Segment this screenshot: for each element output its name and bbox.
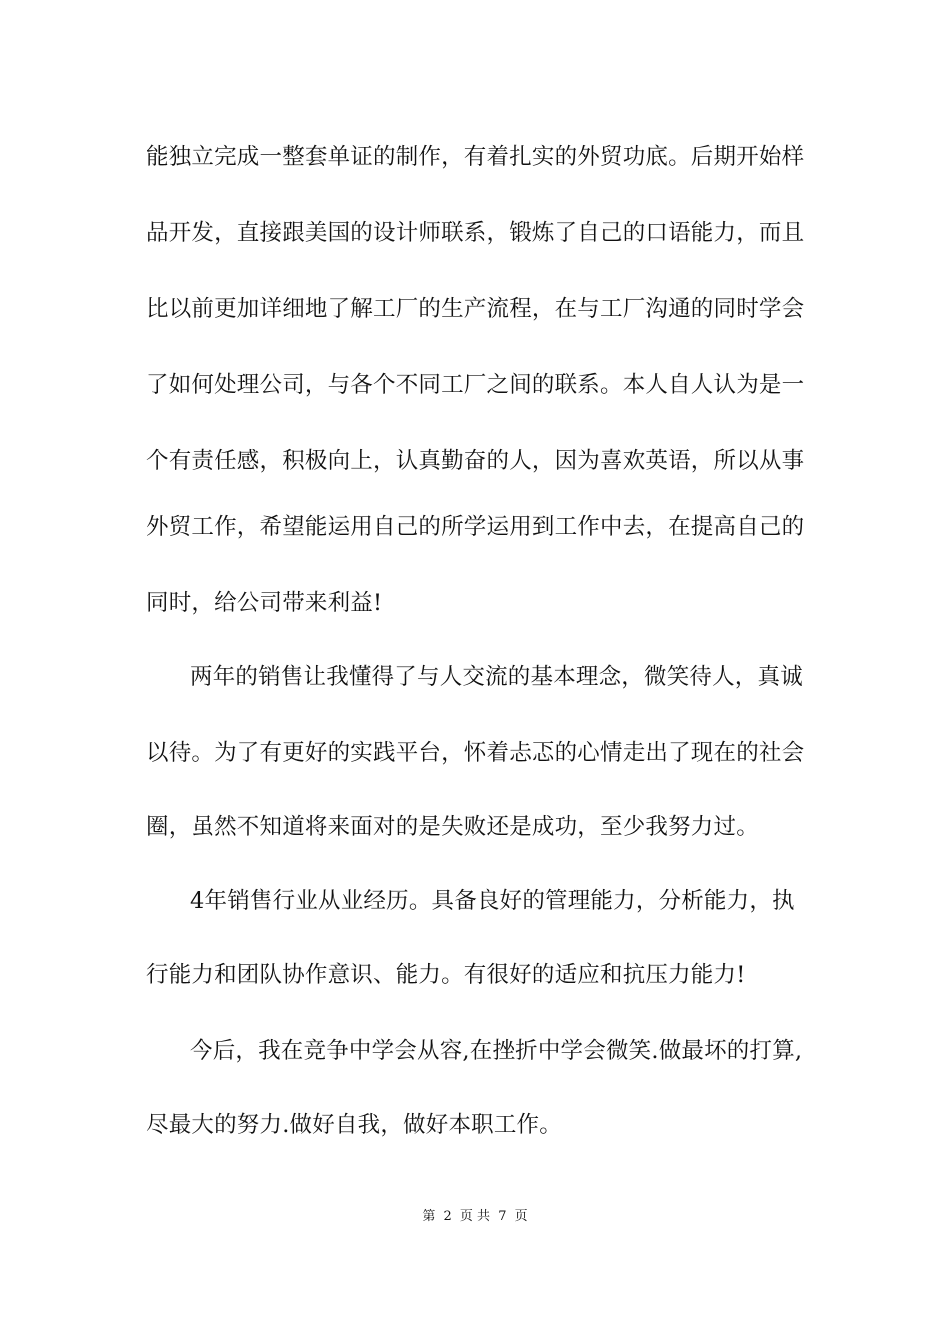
page-footer [0, 1209, 950, 1225]
body-text-line: 了如何处理公司，与各个不同工厂之间的联系。本人自人认为是一 [146, 372, 805, 398]
body-text-line: 以待。为了有更好的实践平台，怀着忐忑的心情走出了现在的社会 [146, 740, 805, 766]
body-text-line: 外贸工作，希望能运用自己的所学运用到工作中去，在提高自己的 [146, 514, 805, 540]
body-text-line: 品开发，直接跟美国的设计师联系，锻炼了自己的口语能力，而且 [146, 220, 805, 246]
paragraph-first-line: 两年的销售让我懂得了与人交流的基本理念，微笑待人，真诚 [190, 664, 803, 690]
paragraph-first-line: 今后，我在竞争中学会从容,在挫折中学会微笑.做最坏的打算, [190, 1038, 803, 1064]
current-page-number: 2 [443, 1209, 452, 1224]
body-text-line: 同时，给公司带来利益! [146, 590, 383, 616]
body-text-line: 个有责任感，积极向上，认真勤奋的人，因为喜欢英语，所以从事 [146, 448, 805, 474]
body-text-line: 圈，虽然不知道将来面对的是失败还是成功，至少我努力过。 [146, 814, 759, 840]
page-label-suffix: 页 [514, 1209, 528, 1224]
paragraph-first-line: 4年销售行业从业经历。具备良好的管理能力，分析能力，执 [190, 888, 795, 914]
body-text-line: 能独立完成一整套单证的制作，有着扎实的外贸功底。后期开始样 [146, 144, 805, 170]
body-text-line: 比以前更加详细地了解工厂的生产流程，在与工厂沟通的同时学会 [146, 296, 805, 322]
total-pages-number: 7 [498, 1209, 507, 1224]
body-text-line: 行能力和团队协作意识、能力。有很好的适应和抗压力能力! [146, 962, 746, 988]
page-label-mid: 页 共 [459, 1209, 491, 1224]
body-text-line: 尽最大的努力.做好自我，做好本职工作。 [146, 1112, 562, 1138]
page-label-prefix: 第 [422, 1209, 436, 1224]
